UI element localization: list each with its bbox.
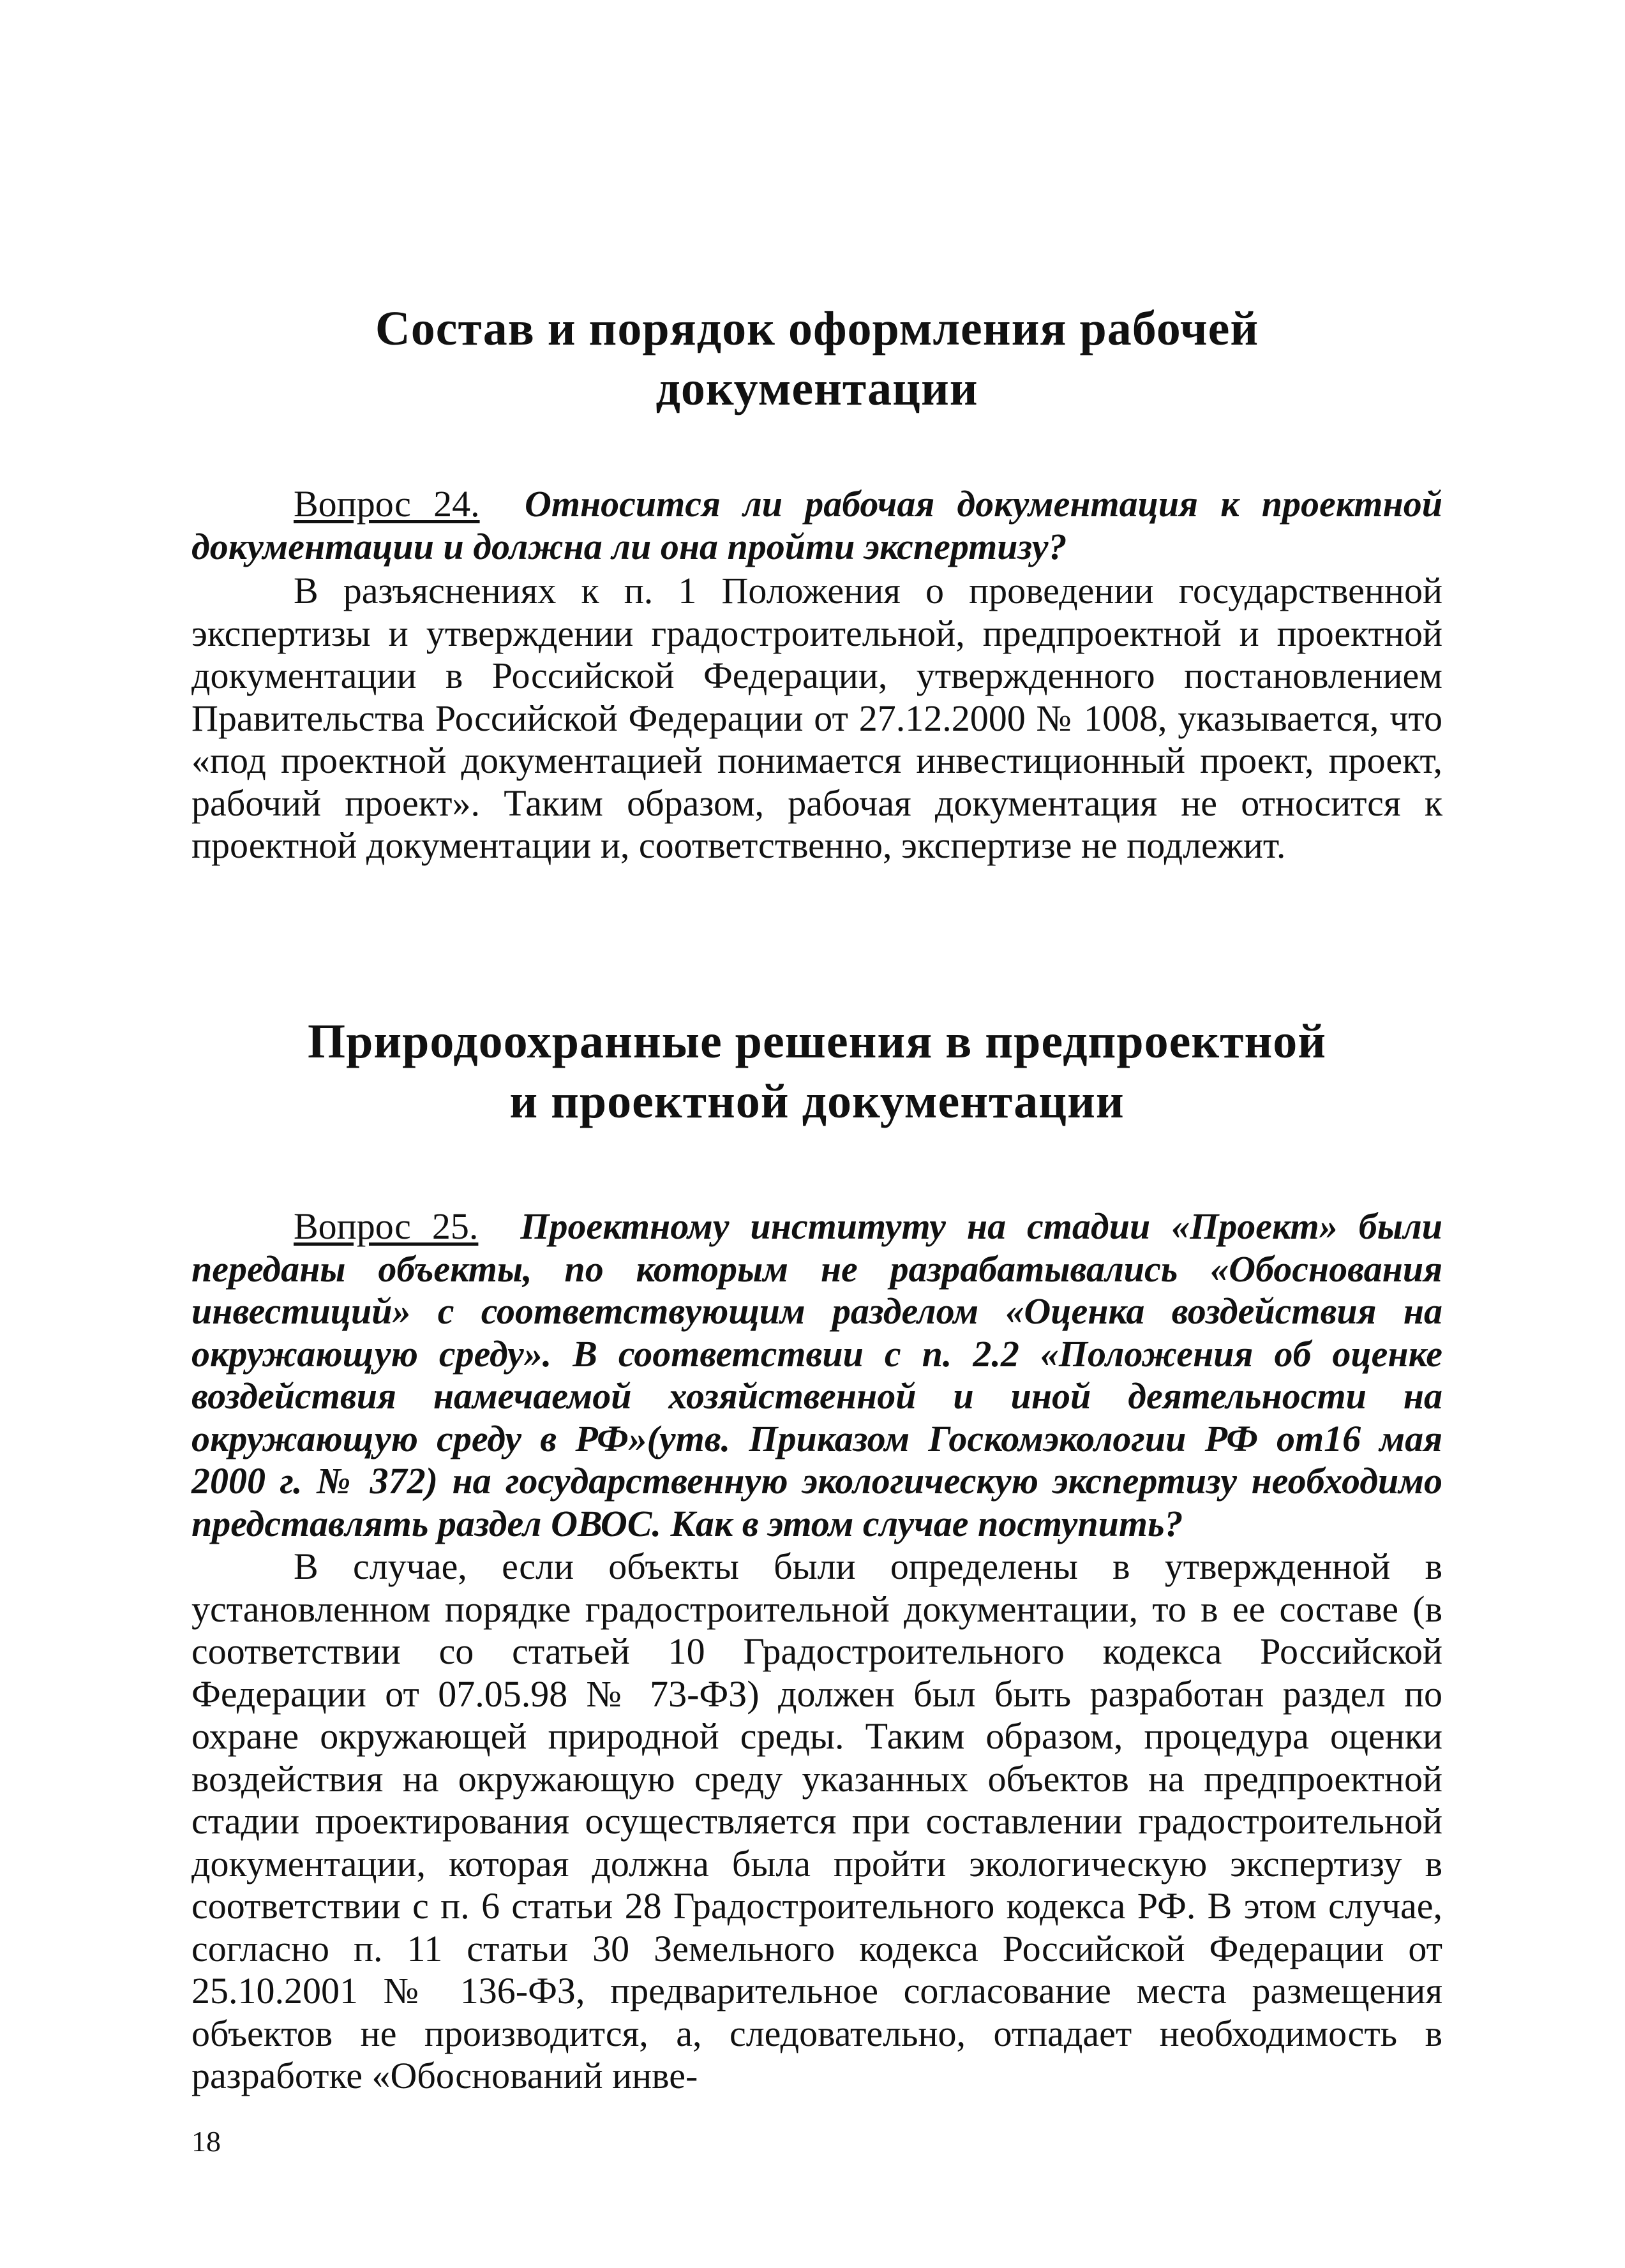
section-heading-composition	[191, 299, 1442, 419]
question-label: Вопрос 24.	[294, 483, 480, 525]
heading-line: Природоохранные решения в предпроектной	[307, 1015, 1327, 1068]
question-25	[191, 1205, 1442, 1545]
answer-25	[191, 1546, 1442, 2098]
heading-line: и проектной документации	[509, 1075, 1125, 1128]
answer-text: В разъяснениях к п. 1 Положения о проведении государственной экспертизы и утверждении градостроительной, предпроектной и проектной документации в Российской Федерации, утвержденного постановлением Правительства Российской Федерации от 27.12.2000 № 1008, указывается, что «под проектной документацией понимается инвестиционный проект, проект, рабочий проект». Таким образом, рабочая документация не относится к проектной документации и, соответственно, экспертизе не подлежит.	[191, 570, 1442, 866]
question-text: Относится ли рабочая документация к проектной документации и должна ли она пройти экспертизу?	[191, 483, 1442, 567]
question-24	[191, 483, 1442, 568]
heading-line: документации	[655, 362, 978, 415]
section-heading-environmental	[191, 1011, 1442, 1131]
answer-text: В случае, если объекты были определены в утвержденной в установленном порядке градостроительной документации, то в ее составе (в соответствии со статьей 10 Градостроительного кодекса Российской Федерации от 07.05.98 № 73-ФЗ) должен был быть разработан раздел по охране окружающей природной среды. Таким образом, процедура оценки воздействия на окружающую среду указанных объектов на предпроектной стадии проектирования осуществляется при составлении градостроительной документации, которая должна была пройти экологическую экспертизу в соответствии с п. 6 статьи 28 Градостроительного кодекса РФ. В этом случае, согласно п. 11 статьи 30 Земельного кодекса Российской Федерации от 25.10.2001 № 136-ФЗ, предварительное согласование места размещения объектов не производится, а, следовательно, отпадает необходимость в разработке «Обоснований инве-	[191, 1546, 1442, 2096]
answer-24	[191, 570, 1442, 867]
heading-line: Состав и порядок оформления рабочей	[375, 302, 1259, 355]
page-number: 18	[191, 2125, 221, 2158]
question-label: Вопрос 25.	[294, 1205, 479, 1247]
question-text: Проектному институту на стадии «Проект» были переданы объекты, по которым не разрабатывались «Обоснования инвестиций» с соответствующим разделом «Оценка воздействия на окружающую среду». В соответствии с п. 2.2 «Положения об оценке воздействия намечаемой хозяйственной и иной деятельности на окружающую среду в РФ»(утв. Приказом Госкомэкологии РФ от16 мая 2000 г. № 372) на государственную экологическую экспертизу необходимо представлять раздел ОВОС. Как в этом случае поступить?	[191, 1205, 1443, 1544]
